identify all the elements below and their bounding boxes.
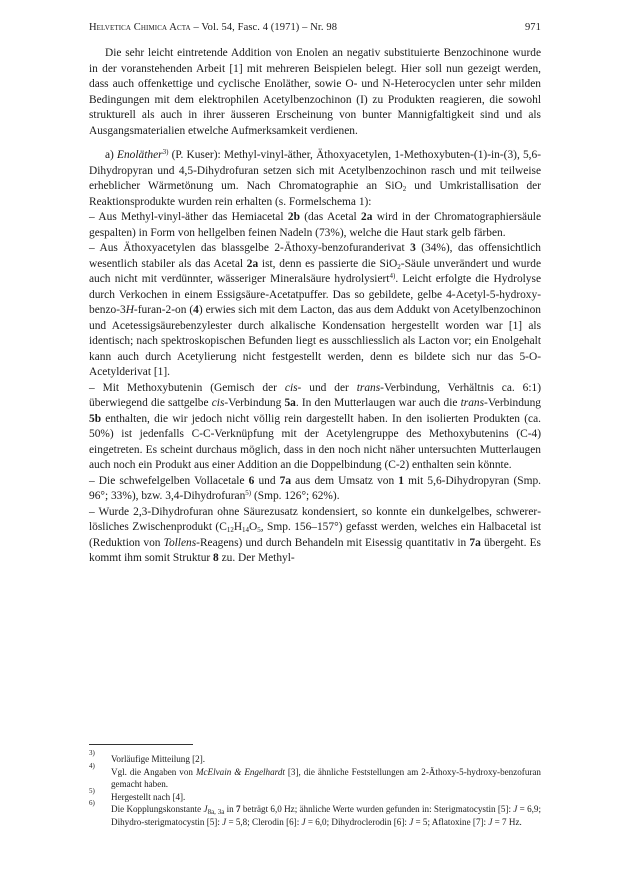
list-item-methoxybutenin: – Mit Methoxybutenin (Gemisch der cis- und der trans-Verbindung, Verhältnis ca. 6:1) überwiegend die sattgelbe cis-Verbindung 5a. In den Mutterlaugen war auch die trans-Verbindung 5b enthalten, die wir jedoch nicht völlig rein dargestellt haben. In den isolierten Produkten (ca. 50%) ist jedenfalls C-C-Verknüpfung mit der Acetylengruppe des Methoxybutenins (C-4) eingetreten. Es scheint durchaus möglich, dass in den noch nicht näher untersuchten Mutterlaugen auch noch ein Produkt aus einer Addition an die Doppelbindung (C-2) enthalten sein könnte. xyxy=(89,381,542,471)
journal-issue: – Vol. 54, Fasc. 4 (1971) – Nr. 98 xyxy=(190,22,338,33)
paragraph-intro: Die sehr leicht eintretende Addition von Enolen an negativ substituierte Benzochinone wurde in der voranstehenden Arbeit [1] mit mehreren Beispielen belegt. Hier soll nun gezeigt werden, dass auch offenkettige und cyclische Enoläther, sowie O- und N-Heterocyclen unter sehr milden Bedingungen mit dem elektrophilen Acetylbenzochinon (I) zu Produkten reagieren, die sowohl strukturell als auch in ihrer äusseren Erscheinung von bunter Mannigfaltigkeit sind und als Ausgangsmaterialien etwelche Aufmerksamkeit verdienen. xyxy=(89,47,541,137)
footnote-ref-5: 5) xyxy=(245,489,252,497)
journal-name: Helvetica Chimica Acta xyxy=(89,22,191,33)
footnote-ref-3: 3) xyxy=(162,148,169,156)
footnotes xyxy=(89,749,541,828)
list-item-dihydrofuran: – Wurde 2,3-Dihydrofuran ohne Säurezusatz kondensiert, so konnte ein dunkelgelbes, schwererlösliches Zwischenprodukt ($C_{12}H_{14}O_5$, Smp. 156–157°) gefasst werden, welches ein Halbacetal ist (Reduktion von Tollens-Reagens) und durch Behandeln mit Eisessig quantitativ in 7a übergeht. Es kommt ihm somit Struktur 8 zu. Der Methyl- xyxy=(89,505,541,564)
footnote-3: 3) Vorläufige Mitteilung [2]. xyxy=(89,749,206,764)
footnote-4: 4) Vgl. die Angaben von McElvain & Engelhardt [3], die ähnliche Feststellungen am 2-Äthoxy-5-hydroxy-benzofuran gemacht haben. xyxy=(89,761,541,789)
article-body xyxy=(89,46,541,567)
footnote-6: 6) Die Kopplungskonstante $J_{8a, 3a}$ in 7 beträgt 6,0 Hz; ähnliche Werte wurden gefunden in: Sterigmatocystin [5]: J = 6,9; Dihydro-sterigmatocystin [5]: J = 5,8; Clerodin [6]: J = 6,0; Dihydroclerodin [6]: J = 5; Aflatoxine [7]: J = 7 Hz. xyxy=(89,799,541,827)
page-number: 971 xyxy=(524,22,541,33)
list-item-hemiacetal: – Aus Methyl-vinyl-äther das Hemiacetal 2b (das Acetal 2a wird in der Chromatographiersäule gespalten) in Form von hellgelben feinen Nadeln (73%), welche die Haut stark gelb färben. xyxy=(89,211,542,239)
footnote-divider xyxy=(89,744,193,745)
footnote-5: 5) Hergestellt nach [4]. xyxy=(89,786,186,802)
footnote-ref-4: 4) xyxy=(389,272,396,280)
running-header xyxy=(89,22,541,33)
paragraph-enolether: a) Enoläther$^{3)}$ (P. Kuser): Methyl-vinyl-äther, Äthoxyacetylen, 1-Methoxybuten-(1)-in-(3), 5,6-Dihydropyran und 4,5-Dihydrofuran setzen sich mit Acetylbenzochinon rasch und mit teilweise erheblicher Wärmetönung um. Nach Chromatographie an SiO$_2$ und Umkristallisation der Reaktionsprodukte wurden rein erhalten (s. Formelschema 1): xyxy=(89,148,541,208)
list-item-aethoxyacetylen: – Aus Äthoxyacetylen das blassgelbe 2-Äthoxy-benzofuranderivat 3 (34%), das offensichtlich wesentlich stabiler als das Acetal 2a ist, denn es passierte die SiO$_2$-Säule unverändert und wurde auch nicht mit verdünnter, wässeriger Mineralsäure hydrolysiert$^{4)}$. Leicht erfolgte die Hydrolyse durch Verkochen in einem Essigsäure-Acetatpuffer. Das so gebildete, gelbe 4-Acetyl-5-hydroxy-benzo-3H-furan-2-on (4) erwies sich mit dem Lacton, das aus dem Addukt von Acetylbenzochinon und Acetessigsäurebenzylester durch alkalische Kondensation hergestellt worden war [1] als identisch; nach spektroskopischen Befunden liegt es ausschliesslich als Lacton vor; ein Enolgehalt kann auch durch Acetylierung nicht festgestellt werden, denn es bildete sich nur das 5-O-Acetylderivat [1]. xyxy=(89,242,542,378)
list-item-vollacetale: – Die schwefelgelben Vollacetale 6 und 7a aus dem Umsatz von 1 mit 5,6-Dihydropyran (Smp. 96°; 33%), bzw. 3,4-Dihydrofuran$^{5)}$ (Smp. 126°; 62%). xyxy=(89,474,541,502)
